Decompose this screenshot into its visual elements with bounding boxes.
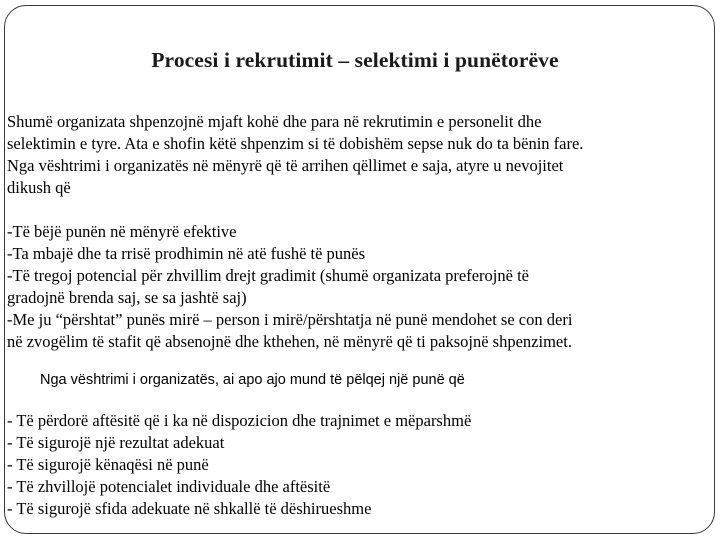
slide-title: Procesi i rekrutimit – selektimi i punëtorëve xyxy=(151,48,559,72)
expectations-line: - Të sigurojë kënaqësi në punë xyxy=(7,455,209,474)
intro-line: selektimin e tyre. Ata e shofin këtë shpenzim si të dobishëm sepse nuk do ta bënin fare. xyxy=(7,134,584,153)
goals-line: -Me ju “përshtat” punës mirë – person i mirë/përshtatja në punë mendohet se con deri xyxy=(7,310,573,329)
goals-line: -Ta mbajë dhe ta rrisë prodhimin në atë fushë të punës xyxy=(7,244,366,263)
expectations-line: - Të përdorë aftësitë që i ka në dispozicion dhe trajnimet e mëparshmë xyxy=(7,411,472,430)
intro-line: Nga vështrimi i organizatës në mënyrë që të arrihen qëllimet e saja, atyre u nevojitet xyxy=(7,156,564,175)
intro-line: Shumë organizata shpenzojnë mjaft kohë dhe para në rekrutimin e personelit dhe xyxy=(7,112,542,131)
goals-list xyxy=(7,221,713,353)
slide-frame xyxy=(4,5,715,534)
goals-line: -Të bëjë punën në mënyrë efektive xyxy=(7,222,237,241)
expectations-line: - Të sigurojë një rezultat adekuat xyxy=(7,433,225,452)
subheading: Nga vështrimi i organizatës, ai apo ajo mund të pëlqej një punë që xyxy=(40,372,465,388)
goals-line: gradojnë brenda saj, se sa jashtë saj) xyxy=(7,288,247,307)
expectations-list xyxy=(7,410,713,520)
intro-paragraph xyxy=(7,111,713,199)
goals-line: -Të tregoj potencial për zhvillim drejt gradimit (shumë organizata preferojnë të xyxy=(7,266,529,285)
goals-line: në zvogëlim të stafit që absenojnë dhe kthehen, në mënyrë që ti paksojnë shpenzimet. xyxy=(7,332,572,351)
intro-line: dikush që xyxy=(7,178,71,197)
expectations-line: - Të zhvillojë potencialet individuale dhe aftësitë xyxy=(7,477,331,496)
expectations-line: - Të sigurojë sfida adekuate në shkallë të dëshirueshme xyxy=(7,499,372,518)
